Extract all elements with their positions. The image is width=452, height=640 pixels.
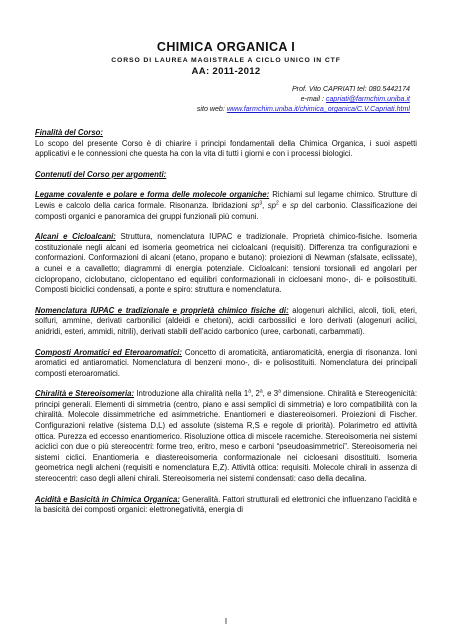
legame-text-cont: del carbonio. Classificazione dei composti organici e panoramica dei gruppi funzionali più comuni. — [35, 200, 417, 221]
sp3-label: sp — [251, 200, 260, 210]
legame-comma: , — [262, 200, 268, 210]
chiralita-text-2: , 2 — [251, 389, 260, 399]
nomenclatura-heading: Nomenclatura IUPAC e tradizionale e proprietà chimico fisiche di: — [35, 305, 289, 315]
chiralita-text-4: dimensione. Chiralità e Stereogenicità: principi generali. Elementi di simmetria (centro, piano e assi semplici di simmetria) e loro compatibilità con la chiralità. Molecole dissimmetriche ed asimmetriche. Enantiomeri e diastereoisomeri. Proiezioni di Fischer. Configurazioni relative (sistema D,L) ed assolute (sistema R,S e regole di priorità). Polarimetro ed attività ottica. Purezza ed eccesso enantiomerico. Risoluzione ottica di miscele racemiche. Stereoisomeria nei sistemi aciclici con due o più stereocentri: forme treo, eritro, meso e carboni “pseudoasimmetrici”. Stereoisomeria nei sistemi ciclici. Enantiomeria e diastereoisomeria conformazionale nei cicloesani disostituiti. Isomeria geometrica negli alcheni (requisiti e nomenclatura E,Z). Attività ottica: requisiti. Molecole chirali in assenza di stereocentri: caso degli alleni chirali. Stereoisomeria nei sistemi condensati: caso della decalina. — [35, 389, 418, 484]
section-alcani — [35, 232, 417, 296]
email-label: e-mail : — [300, 95, 326, 103]
superscript-2a: a — [259, 388, 263, 395]
superscript-3a: a — [278, 388, 281, 395]
finalita-paragraph: Lo scopo del presente Corso è di chiarire i principi fondamentali della Chimica Organica, i suoi aspetti applicativi e le connessioni che questa ha con la vita di tutti i giorni e con i processi biologici. — [35, 138, 417, 159]
section-legame — [35, 190, 417, 222]
contenuti-heading: Contenuti del Corso per argomenti: — [35, 169, 167, 179]
finalita-heading: Finalità del Corso: — [35, 128, 104, 137]
acidita-heading: Acidità e Basicità in Chimica Organica: — [35, 494, 180, 504]
document-title: CHIMICA ORGANICA I — [156, 40, 296, 54]
alcani-text: Struttura, nomenclatura IUPAC e tradizionale. Proprietà chimico-fisiche. Isomeria costituzionale negli alcani ed isomeria geometrica nei cicloalcani (requisiti). Differenza tra configurazioni e conformazioni. Conformazioni di alcani (etano, propano e butano): proiezioni di Newman (sfalsate, eclissate), a cunei e a cavalletto; diagrammi di energia potenziale. Cicloalcani: tensioni torsionali ed angolari per ciclopropano, ciclobutano, ciclopentano ed equilibri conformazionali in cicloesani mono-, di- e polisostituiti. Composti biciclici condensati, a ponte e spiro: struttura e nomenclatura. — [35, 232, 417, 295]
chiralita-heading: Chiralità e Stereoisomeria: — [35, 389, 135, 399]
section-finalita — [35, 128, 417, 139]
section-aromatici — [35, 348, 417, 380]
legame-and: e — [278, 200, 291, 210]
professor-line: Prof. Vito CAPRIATI tel: 080.5442174 — [291, 85, 410, 93]
superscript-1a: a — [248, 388, 252, 395]
nomenclatura-text: alogenuri alchilici, alcoli, tioli, eteri, solfuri, ammine, derivati carbonilici (aldeidi e chetoni), acidi carbossilici e loro derivati (alogenuri acilici, anidridi, esteri, ammidi, nitrili), derivati stabili dell’acido carbonico (uree, carbonati, carbammati). — [35, 305, 418, 336]
aromatici-heading: Composti Aromatici ed Eteroaromatici: — [35, 347, 182, 357]
website-link[interactable]: www.farmchim.uniba.it/chimica_organica/C.V.Capriati.html — [226, 105, 410, 113]
chiralita-text: Introduzione alla chiralità nella 1 — [134, 389, 249, 399]
section-chiralita — [35, 389, 417, 484]
sp-label: sp — [290, 200, 299, 210]
section-acidita — [35, 495, 417, 516]
acidita-text: Generalità. Fattori strutturali ed elettronici che influenzano l’acidità e la basicità dei composti organici: elettronegatività, energia di — [35, 494, 417, 515]
course-subtitle: CORSO DI LAUREA MAGISTRALE A CICLO UNICO IN CTF — [111, 57, 341, 64]
academic-year: AA: 2011-2012 — [191, 66, 261, 77]
sp2-label: sp — [267, 200, 277, 210]
section-contenuti — [35, 170, 417, 181]
legame-heading: Legame covalente e polare e forma delle molecole organiche: — [35, 190, 270, 200]
chiralita-text-3: , e 3 — [262, 389, 279, 399]
legame-text: Richiami sul legame chimico. Strutture di Lewis e calcolo della carica formale. Risonanza. Ibridazioni — [35, 190, 417, 210]
sp3-superscript: 3 — [259, 200, 263, 207]
document-body — [35, 128, 417, 526]
email-link[interactable]: capriati@farmchim.uniba.it — [325, 95, 410, 103]
website-line — [197, 104, 410, 115]
alcani-heading: Alcani e Cicloalcani: — [35, 232, 116, 242]
sp2-superscript: 2 — [276, 200, 279, 207]
section-nomenclatura — [35, 306, 417, 338]
email-line — [301, 94, 410, 105]
page-number: I — [224, 617, 228, 626]
web-label: sito web: — [196, 105, 227, 113]
aromatici-text: Concetto di aromaticità, antiaromaticità, energia di risonanza. Ioni aromatici ed antiaromatici. Nomenclatura di benzeni mono-, di- e polisostituiti. Nomenclatura dei principali composti eteroaromatici. — [35, 347, 417, 378]
